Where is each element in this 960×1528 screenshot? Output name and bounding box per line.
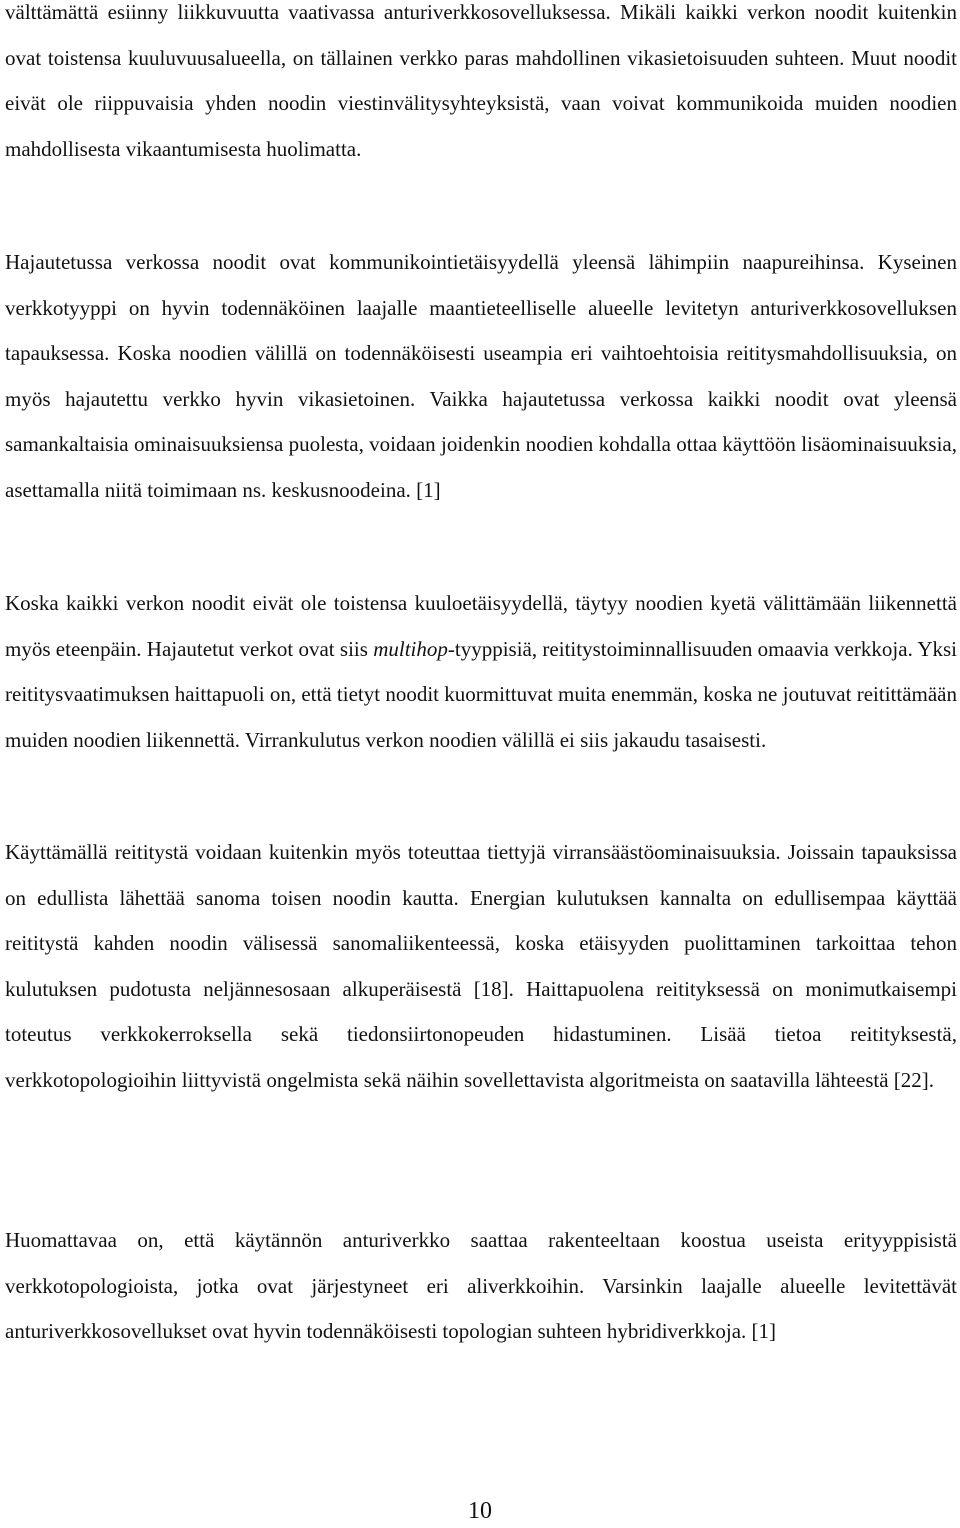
- paragraph-4: Käyttämällä reititystä voidaan kuitenkin myös toteuttaa tiettyjä virransäästöominaisuuksia. Joissain tapauksissa on edullista lähettää sanoma toisen noodin kautta. Energian kulutuksen kannalta on edullisempaa käyttää reititystä kahden noodin välisessä sanomaliikenteessä, koska etäisyyden puolittaminen tarkoittaa tehon kulutuksen pudotusta neljännesosaan alkuperäisestä [18]. Haittapuolena reitityksessä on monimutkaisempi toteutus verkkokerroksella sekä tiedonsiirtonopeuden hidastuminen. Lisää tietoa reitityksestä, verkkotopologioihin liittyvistä ongelmista sekä näihin sovellettavista algoritmeista on saatavilla lähteestä [22].: [5, 840, 957, 1092]
- page-number: 10: [468, 1498, 492, 1524]
- paragraph-2: Hajautetussa verkossa noodit ovat kommunikointietäisyydellä yleensä lähimpiin naapureihinsa. Kyseinen verkkotyyppi on hyvin todennäköinen laajalle maantieteelliselle alueelle levitetyn anturiverkkosovelluksen tapauksessa. Koska noodien välillä on todennäköisesti useampia eri vaihtoehtoisia reititysmahdollisuuksia, on myös hajautettu verkko hyvin vikasietoinen. Vaikka hajautetussa verkossa kaikki noodit ovat yleensä samankaltaisia ominaisuuksiensa puolesta, voidaan joidenkin noodien kohdalla ottaa käyttöön lisäominaisuuksia, asettamalla niitä toimimaan ns. keskusnoodeina. [1]: [5, 250, 957, 502]
- paragraph-3-text-before: Koska kaikki verkon noodit eivät ole toistensa kuuloetäisyydellä, täytyy noodien kyetä välittämään liikennettä myös eteenpäin. Hajautetut verkot ovat siis: [5, 591, 957, 661]
- paragraph-3: [5, 581, 957, 763]
- paragraph-5: Huomattavaa on, että käytännön anturiverkko saattaa rakenteeltaan koostua useista erityyppisistä verkkotopologioista, jotka ovat järjestyneet eri aliverkkoihin. Varsinkin laajalle alueelle levitettävät anturiverkkosovellukset ovat hyvin todennäköisesti topologian suhteen hybridiverkkoja. [1]: [5, 1228, 957, 1344]
- paragraph-3-text-after: -tyyppisiä, reititystoiminnallisuuden omaavia verkkoja. Yksi reititysvaatimuksen haittapuoli on, että tietyt noodit kuormittuvat muita enemmän, koska ne joutuvat reitittämään muiden noodien liikennettä. Virrankulutus verkon noodien välillä ei siis jakaudu tasaisesti.: [5, 636, 957, 752]
- paragraph-1: välttämättä esiinny liikkuvuutta vaativassa anturiverkkosovelluksessa. Mikäli kaikki verkon noodit kuitenkin ovat toistensa kuuluvuusalueella, on tällainen verkko paras mahdollinen vikasietoisuuden suhteen. Muut noodit eivät ole riippuvaisia yhden noodin viestinvälitysyhteyksistä, vaan voivat kommunikoida muiden noodien mahdollisesta vikaantumisesta huolimatta.: [5, 0, 957, 161]
- multihop-term: multihop: [373, 636, 448, 661]
